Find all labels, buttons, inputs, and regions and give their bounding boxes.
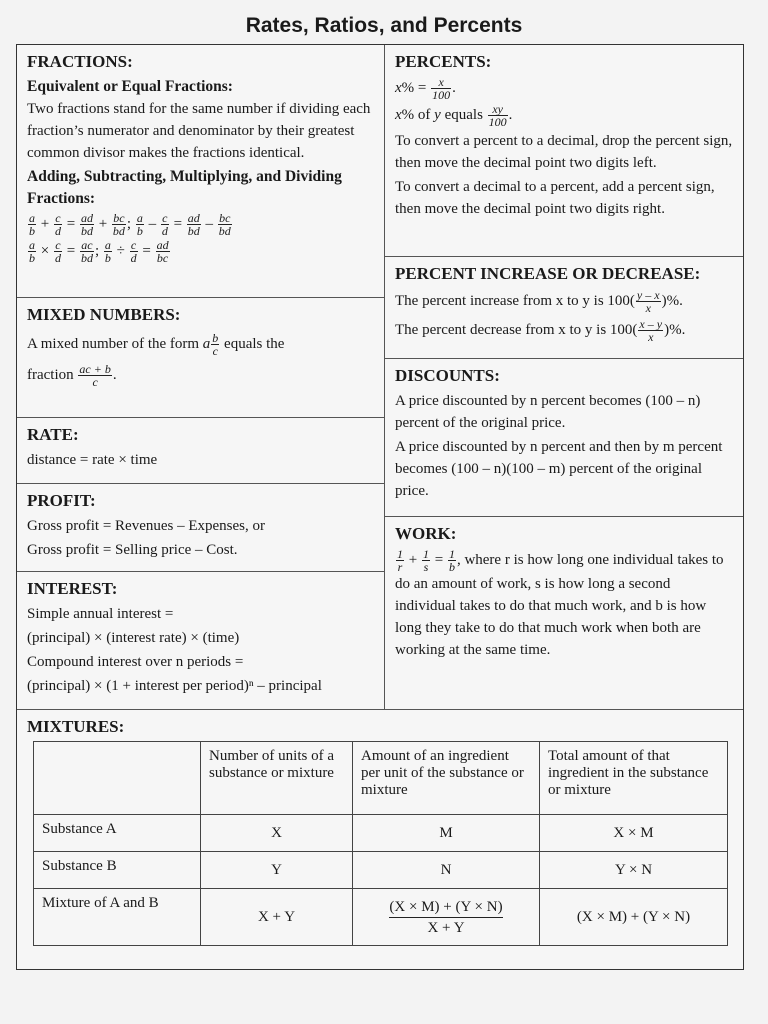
table-cell: X × M [540, 815, 728, 852]
percent-to-decimal: To convert a percent to a decimal, drop the percent sign, then move the decimal point two digits left. [395, 133, 733, 171]
discounts-heading: DISCOUNTS: [395, 366, 500, 385]
mixed-numbers-text: A mixed number of the form a $\frac{b}{c}$ equals the [27, 331, 285, 358]
table-row [34, 889, 728, 946]
percent-decrease-formula: The percent decrease from x to y is 100( $\frac{x - y}{x}$ )%. [395, 317, 686, 344]
formula-sheet [16, 44, 744, 970]
table-header-cell: Total amount of that ingredient in the substance or mixture [540, 742, 728, 815]
equivalent-fractions-text: Two fractions stand for the same number if dividing each fraction’s numerator and denominator by their greatest common divisor makes the fractions identical. [27, 101, 371, 161]
interest-line-1: Simple annual interest = [27, 606, 174, 622]
percent-change-section [385, 257, 743, 359]
interest-line-4: (principal) × (1 + interest per period)ⁿ – principal [27, 678, 322, 694]
percent-of-formula: x% of y equals $\frac{xy}{100}$ . [395, 102, 513, 129]
interest-heading: INTEREST: [27, 579, 118, 598]
table-cell: X [201, 815, 353, 852]
page-title: Rates, Ratios, and Percents [245, 14, 523, 37]
table-row [34, 852, 728, 889]
table-cell: Mixture of A and B [34, 889, 201, 946]
fractions-section [17, 45, 385, 298]
fractions-heading: FRACTIONS: [27, 52, 133, 71]
mixtures-table [33, 741, 728, 946]
discount-double: A price discounted by n percent and then by m percent becomes (100 – n)(100 – m) percent of the original price. [395, 439, 723, 499]
percent-definition: x% = $\frac{x}{100}$ . [395, 75, 456, 102]
table-cell: M [353, 815, 540, 852]
table-cell: (X × M) + (Y × N) [540, 889, 728, 946]
mixture-fraction: $\frac{(X \times M) + (Y \times N)}{X + Y}$ [389, 898, 503, 936]
table-header-cell: Amount of an ingredient per unit of the substance or mixture [353, 742, 540, 815]
fraction-operations-heading: Adding, Subtracting, Multiplying, and Dividing Fractions: [27, 168, 342, 207]
fraction-add-sub-formula: $\frac{a}{b}$ + $\frac{c}{d}$ = $\frac{ad}{bd}$ + $\frac{bc}{bd}$ ; $\frac{a}{b}$ – $\frac{c}{d}$ = $\frac{ad}{bd}$ – $\frac{bc}{bd}$ [29, 211, 231, 238]
work-formula: $\frac{1}{r}$ + $\frac{1}{s}$ = $\frac{1}{b}$ , where r is how long one individual takes to do an amount of work, s is how long a second individual takes to do that much work, and b is how long they take to do that much work when both are working at the same time. [395, 547, 724, 658]
table-cell: Substance A [34, 815, 201, 852]
percents-section [385, 45, 743, 257]
table-cell: Y [201, 852, 353, 889]
mixtures-section [17, 710, 743, 740]
percent-increase-formula: The percent increase from x to y is 100( $\frac{y - x}{x}$ )%. [395, 288, 683, 315]
work-heading: WORK: [395, 524, 457, 543]
profit-line-1: Gross profit = Revenues – Expenses, or [27, 518, 266, 534]
interest-section [17, 572, 385, 710]
interest-line-2: (principal) × (interest rate) × (time) [27, 630, 240, 646]
mixtures-heading: MIXTURES: [27, 717, 125, 736]
percents-heading: PERCENTS: [395, 52, 492, 71]
discount-single: A price discounted by n percent becomes (100 – n) percent of the original price. [395, 393, 701, 431]
table-header-cell: Number of units of a substance or mixture [201, 742, 353, 815]
profit-heading: PROFIT: [27, 491, 96, 510]
percent-change-heading: PERCENT INCREASE OR DECREASE: [395, 264, 701, 283]
mixture-formula-cell [353, 889, 540, 946]
table-cell: X + Y [201, 889, 353, 946]
rate-heading: RATE: [27, 425, 79, 444]
mixed-numbers-fraction: fraction $\frac{ac + b}{c}$ . [27, 362, 117, 389]
equivalent-fractions-heading: Equivalent or Equal Fractions: [27, 78, 233, 95]
decimal-to-percent: To convert a decimal to a percent, add a percent sign, then move the decimal point two digits right. [395, 179, 715, 217]
discounts-section [385, 359, 743, 517]
table-cell: Y × N [540, 852, 728, 889]
mixed-numbers-section [17, 298, 385, 418]
work-section [385, 517, 743, 710]
profit-line-2: Gross profit = Selling price – Cost. [27, 542, 238, 558]
table-header-row [34, 742, 728, 815]
table-cell: Substance B [34, 852, 201, 889]
mixed-numbers-heading: MIXED NUMBERS: [27, 305, 181, 324]
rate-section [17, 418, 385, 484]
table-header-cell [34, 742, 201, 815]
table-cell: N [353, 852, 540, 889]
rate-formula: distance = rate × time [27, 452, 158, 468]
table-row [34, 815, 728, 852]
fraction-mul-div-formula: $\frac{a}{b}$ × $\frac{c}{d}$ = $\frac{ac}{bd}$ ; $\frac{a}{b}$ ÷ $\frac{c}{d}$ = $\frac{ad}{bc}$ [29, 238, 169, 265]
interest-line-3: Compound interest over n periods = [27, 654, 244, 670]
profit-section [17, 484, 385, 572]
